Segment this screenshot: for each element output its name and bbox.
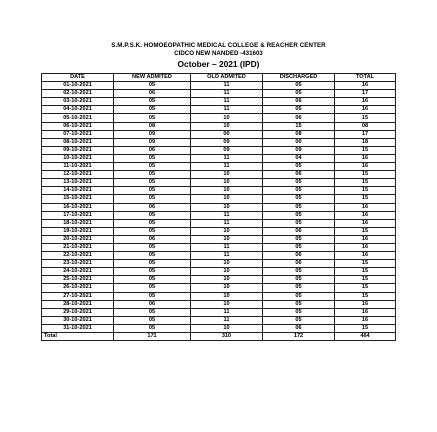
cell-discharged: 00 xyxy=(263,138,335,146)
total-discharged: 172 xyxy=(263,333,335,341)
cell-date: 01-10-2021 xyxy=(42,82,114,90)
cell-old-admited: 10 xyxy=(191,114,263,122)
cell-new-admited: 05 xyxy=(114,268,191,276)
column-header-discharged: DISCHARGED xyxy=(263,74,335,82)
cell-new-admited: 05 xyxy=(114,243,191,251)
cell-new-admited: 05 xyxy=(114,260,191,268)
table-row xyxy=(42,300,396,308)
table-row xyxy=(42,316,396,324)
cell-total: 17 xyxy=(335,130,396,138)
cell-date: 10-10-2021 xyxy=(42,154,114,162)
cell-total: 16 xyxy=(335,219,396,227)
cell-discharged: 05 xyxy=(263,284,335,292)
cell-discharged: 05 xyxy=(263,316,335,324)
cell-total: 15 xyxy=(335,146,396,154)
table-body xyxy=(42,82,396,333)
institution-name: S.M.P.S.K. HOMOEOPATHIC MEDICAL COLLEGE & REACHER CENTER xyxy=(111,42,326,49)
cell-total: 15 xyxy=(335,292,396,300)
cell-total: 15 xyxy=(335,324,396,332)
cell-discharged: 05 xyxy=(263,195,335,203)
table-row xyxy=(42,308,396,316)
cell-total: 16 xyxy=(335,300,396,308)
cell-old-admited: 11 xyxy=(191,106,263,114)
table-row xyxy=(42,324,396,332)
cell-new-admited: 05 xyxy=(114,106,191,114)
table-row xyxy=(42,90,396,98)
table-row xyxy=(42,130,396,138)
cell-total: 15 xyxy=(335,268,396,276)
cell-new-admited: 05 xyxy=(114,98,191,106)
cell-total: 15 xyxy=(335,195,396,203)
cell-new-admited: 05 xyxy=(114,276,191,284)
total-new-admited: 171 xyxy=(114,333,191,341)
cell-total: 16 xyxy=(335,203,396,211)
cell-total: 15 xyxy=(335,276,396,284)
cell-date: 21-10-2021 xyxy=(42,243,114,251)
cell-total: 16 xyxy=(335,154,396,162)
table-row xyxy=(42,268,396,276)
cell-old-admited: 10 xyxy=(191,195,263,203)
cell-date: 08-10-2021 xyxy=(42,138,114,146)
cell-old-admited: 10 xyxy=(191,324,263,332)
cell-discharged: 05 xyxy=(263,106,335,114)
total-total: 464 xyxy=(335,333,396,341)
cell-discharged: 06 xyxy=(263,171,335,179)
table-row xyxy=(42,163,396,171)
total-label: Total xyxy=(42,333,114,341)
cell-old-admited: 10 xyxy=(191,171,263,179)
cell-new-admited: 05 xyxy=(114,114,191,122)
cell-new-admited: 06 xyxy=(114,90,191,98)
cell-new-admited: 06 xyxy=(114,146,191,154)
cell-old-admited: 10 xyxy=(191,300,263,308)
table-row xyxy=(42,276,396,284)
cell-total: 15 xyxy=(335,227,396,235)
cell-date: 03-10-2021 xyxy=(42,98,114,106)
cell-new-admited: 08 xyxy=(114,122,191,130)
cell-discharged: 05 xyxy=(263,276,335,284)
table-row xyxy=(42,187,396,195)
cell-date: 06-10-2021 xyxy=(42,122,114,130)
cell-old-admited: 11 xyxy=(191,163,263,171)
cell-date: 17-10-2021 xyxy=(42,211,114,219)
cell-total: 16 xyxy=(335,211,396,219)
cell-new-admited: 05 xyxy=(114,284,191,292)
cell-date: 16-10-2021 xyxy=(42,203,114,211)
cell-date: 30-10-2021 xyxy=(42,316,114,324)
cell-discharged: 05 xyxy=(263,243,335,251)
cell-old-admited: 10 xyxy=(191,276,263,284)
cell-total: 15 xyxy=(335,179,396,187)
cell-total: 16 xyxy=(335,235,396,243)
cell-date: 24-10-2021 xyxy=(42,268,114,276)
cell-total: 15 xyxy=(335,284,396,292)
cell-new-admited: 05 xyxy=(114,179,191,187)
cell-date: 20-10-2021 xyxy=(42,235,114,243)
cell-date: 18-10-2021 xyxy=(42,219,114,227)
table-row xyxy=(42,82,396,90)
cell-date: 05-10-2021 xyxy=(42,114,114,122)
cell-total: 15 xyxy=(335,171,396,179)
table-row xyxy=(42,179,396,187)
cell-old-admited: 11 xyxy=(191,211,263,219)
cell-new-admited: 05 xyxy=(114,82,191,90)
cell-discharged: 06 xyxy=(263,227,335,235)
cell-date: 07-10-2021 xyxy=(42,130,114,138)
cell-total: 16 xyxy=(335,106,396,114)
cell-old-admited: 10 xyxy=(191,203,263,211)
cell-total: 17 xyxy=(335,90,396,98)
table-row xyxy=(42,252,396,260)
cell-old-admited: 10 xyxy=(191,227,263,235)
cell-date: 25-10-2021 xyxy=(42,276,114,284)
report-period-title: October – 2021 (IPD) xyxy=(177,59,260,69)
cell-old-admited: 11 xyxy=(191,90,263,98)
cell-date: 28-10-2021 xyxy=(42,300,114,308)
cell-old-admited: 11 xyxy=(191,252,263,260)
cell-total: 16 xyxy=(335,98,396,106)
table-row xyxy=(42,211,396,219)
cell-old-admited: 10 xyxy=(191,122,263,130)
table-row xyxy=(42,106,396,114)
total-row xyxy=(42,333,396,341)
cell-discharged: 06 xyxy=(263,324,335,332)
cell-old-admited: 10 xyxy=(191,260,263,268)
ipd-report-table xyxy=(41,73,396,341)
cell-old-admited: 11 xyxy=(191,316,263,324)
cell-total: 08 xyxy=(335,122,396,130)
table-row xyxy=(42,171,396,179)
cell-old-admited: 11 xyxy=(191,243,263,251)
table-row xyxy=(42,122,396,130)
cell-new-admited: 05 xyxy=(114,308,191,316)
cell-new-admited: 06 xyxy=(114,235,191,243)
cell-discharged: 05 xyxy=(263,187,335,195)
cell-total: 15 xyxy=(335,187,396,195)
cell-date: 29-10-2021 xyxy=(42,308,114,316)
cell-new-admited: 05 xyxy=(114,252,191,260)
cell-old-admited: 10 xyxy=(191,179,263,187)
cell-discharged: 06 xyxy=(263,98,335,106)
cell-date: 13-10-2021 xyxy=(42,179,114,187)
table-row xyxy=(42,195,396,203)
table-header-row xyxy=(42,74,396,82)
cell-date: 04-10-2021 xyxy=(42,106,114,114)
cell-old-admited: 11 xyxy=(191,308,263,316)
cell-new-admited: 05 xyxy=(114,171,191,179)
cell-new-admited: 06 xyxy=(114,300,191,308)
cell-total: 18 xyxy=(335,138,396,146)
cell-date: 15-10-2021 xyxy=(42,195,114,203)
table-row xyxy=(42,284,396,292)
cell-discharged: 05 xyxy=(263,82,335,90)
cell-old-admited: 11 xyxy=(191,154,263,162)
cell-discharged: 05 xyxy=(263,219,335,227)
cell-old-admited: 11 xyxy=(191,98,263,106)
cell-date: 23-10-2021 xyxy=(42,260,114,268)
cell-date: 19-10-2021 xyxy=(42,227,114,235)
cell-new-admited: 05 xyxy=(114,187,191,195)
cell-new-admited: 05 xyxy=(114,154,191,162)
institution-address: CIDCO NEW NANDED -431603 xyxy=(174,50,263,57)
cell-total: 16 xyxy=(335,252,396,260)
table-row xyxy=(42,98,396,106)
cell-date: 09-10-2021 xyxy=(42,146,114,154)
cell-discharged: 05 xyxy=(263,308,335,316)
cell-old-admited: 10 xyxy=(191,268,263,276)
cell-discharged: 06 xyxy=(263,260,335,268)
cell-old-admited: 10 xyxy=(191,235,263,243)
cell-discharged: 09 xyxy=(263,146,335,154)
cell-new-admited: 05 xyxy=(114,316,191,324)
cell-discharged: 06 xyxy=(263,252,335,260)
cell-date: 31-10-2021 xyxy=(42,324,114,332)
cell-old-admited: 00 xyxy=(191,130,263,138)
cell-total: 15 xyxy=(335,114,396,122)
column-header-old-admited: OLD ADMITED xyxy=(191,74,263,82)
table-row xyxy=(42,138,396,146)
column-header-new-admited: NEW ADMITED xyxy=(114,74,191,82)
cell-new-admited: 05 xyxy=(114,292,191,300)
cell-old-admited: 10 xyxy=(191,187,263,195)
cell-total: 16 xyxy=(335,308,396,316)
cell-total: 16 xyxy=(335,243,396,251)
cell-new-admited: 05 xyxy=(114,163,191,171)
cell-date: 11-10-2021 xyxy=(42,163,114,171)
cell-discharged: 05 xyxy=(263,235,335,243)
table-row xyxy=(42,227,396,235)
cell-total: 16 xyxy=(335,163,396,171)
cell-discharged: 05 xyxy=(263,163,335,171)
cell-new-admited: 09 xyxy=(114,138,191,146)
cell-new-admited: 05 xyxy=(114,195,191,203)
cell-date: 14-10-2021 xyxy=(42,187,114,195)
cell-new-admited: 05 xyxy=(114,211,191,219)
cell-discharged: 15 xyxy=(263,122,335,130)
cell-discharged: 05 xyxy=(263,211,335,219)
cell-new-admited: 06 xyxy=(114,203,191,211)
total-old-admited: 310 xyxy=(191,333,263,341)
cell-date: 26-10-2021 xyxy=(42,284,114,292)
cell-new-admited: 05 xyxy=(114,227,191,235)
table-row xyxy=(42,260,396,268)
table-row xyxy=(42,292,396,300)
cell-discharged: 05 xyxy=(263,179,335,187)
cell-discharged: 05 xyxy=(263,203,335,211)
table-row xyxy=(42,114,396,122)
cell-date: 27-10-2021 xyxy=(42,292,114,300)
table-row xyxy=(42,154,396,162)
cell-discharged: 05 xyxy=(263,292,335,300)
cell-old-admited: 09 xyxy=(191,138,263,146)
cell-new-admited: 05 xyxy=(114,324,191,332)
table-row xyxy=(42,146,396,154)
table-row xyxy=(42,219,396,227)
cell-old-admited: 10 xyxy=(191,292,263,300)
column-header-date: DATE xyxy=(42,74,114,82)
cell-date: 02-10-2021 xyxy=(42,90,114,98)
cell-discharged: 05 xyxy=(263,90,335,98)
cell-total: 15 xyxy=(335,260,396,268)
table-row xyxy=(42,243,396,251)
cell-date: 12-10-2021 xyxy=(42,171,114,179)
cell-old-admited: 11 xyxy=(191,82,263,90)
cell-discharged: 05 xyxy=(263,300,335,308)
cell-discharged: 08 xyxy=(263,130,335,138)
table-row xyxy=(42,203,396,211)
cell-discharged: 06 xyxy=(263,114,335,122)
cell-total: 16 xyxy=(335,316,396,324)
cell-new-admited: 09 xyxy=(114,130,191,138)
cell-discharged: 04 xyxy=(263,154,335,162)
cell-date: 22-10-2021 xyxy=(42,252,114,260)
column-header-total: TOTAL xyxy=(335,74,396,82)
cell-total: 16 xyxy=(335,82,396,90)
table-row xyxy=(42,235,396,243)
cell-discharged: 05 xyxy=(263,268,335,276)
cell-old-admited: 11 xyxy=(191,219,263,227)
cell-new-admited: 05 xyxy=(114,219,191,227)
cell-old-admited: 09 xyxy=(191,146,263,154)
cell-old-admited: 10 xyxy=(191,284,263,292)
